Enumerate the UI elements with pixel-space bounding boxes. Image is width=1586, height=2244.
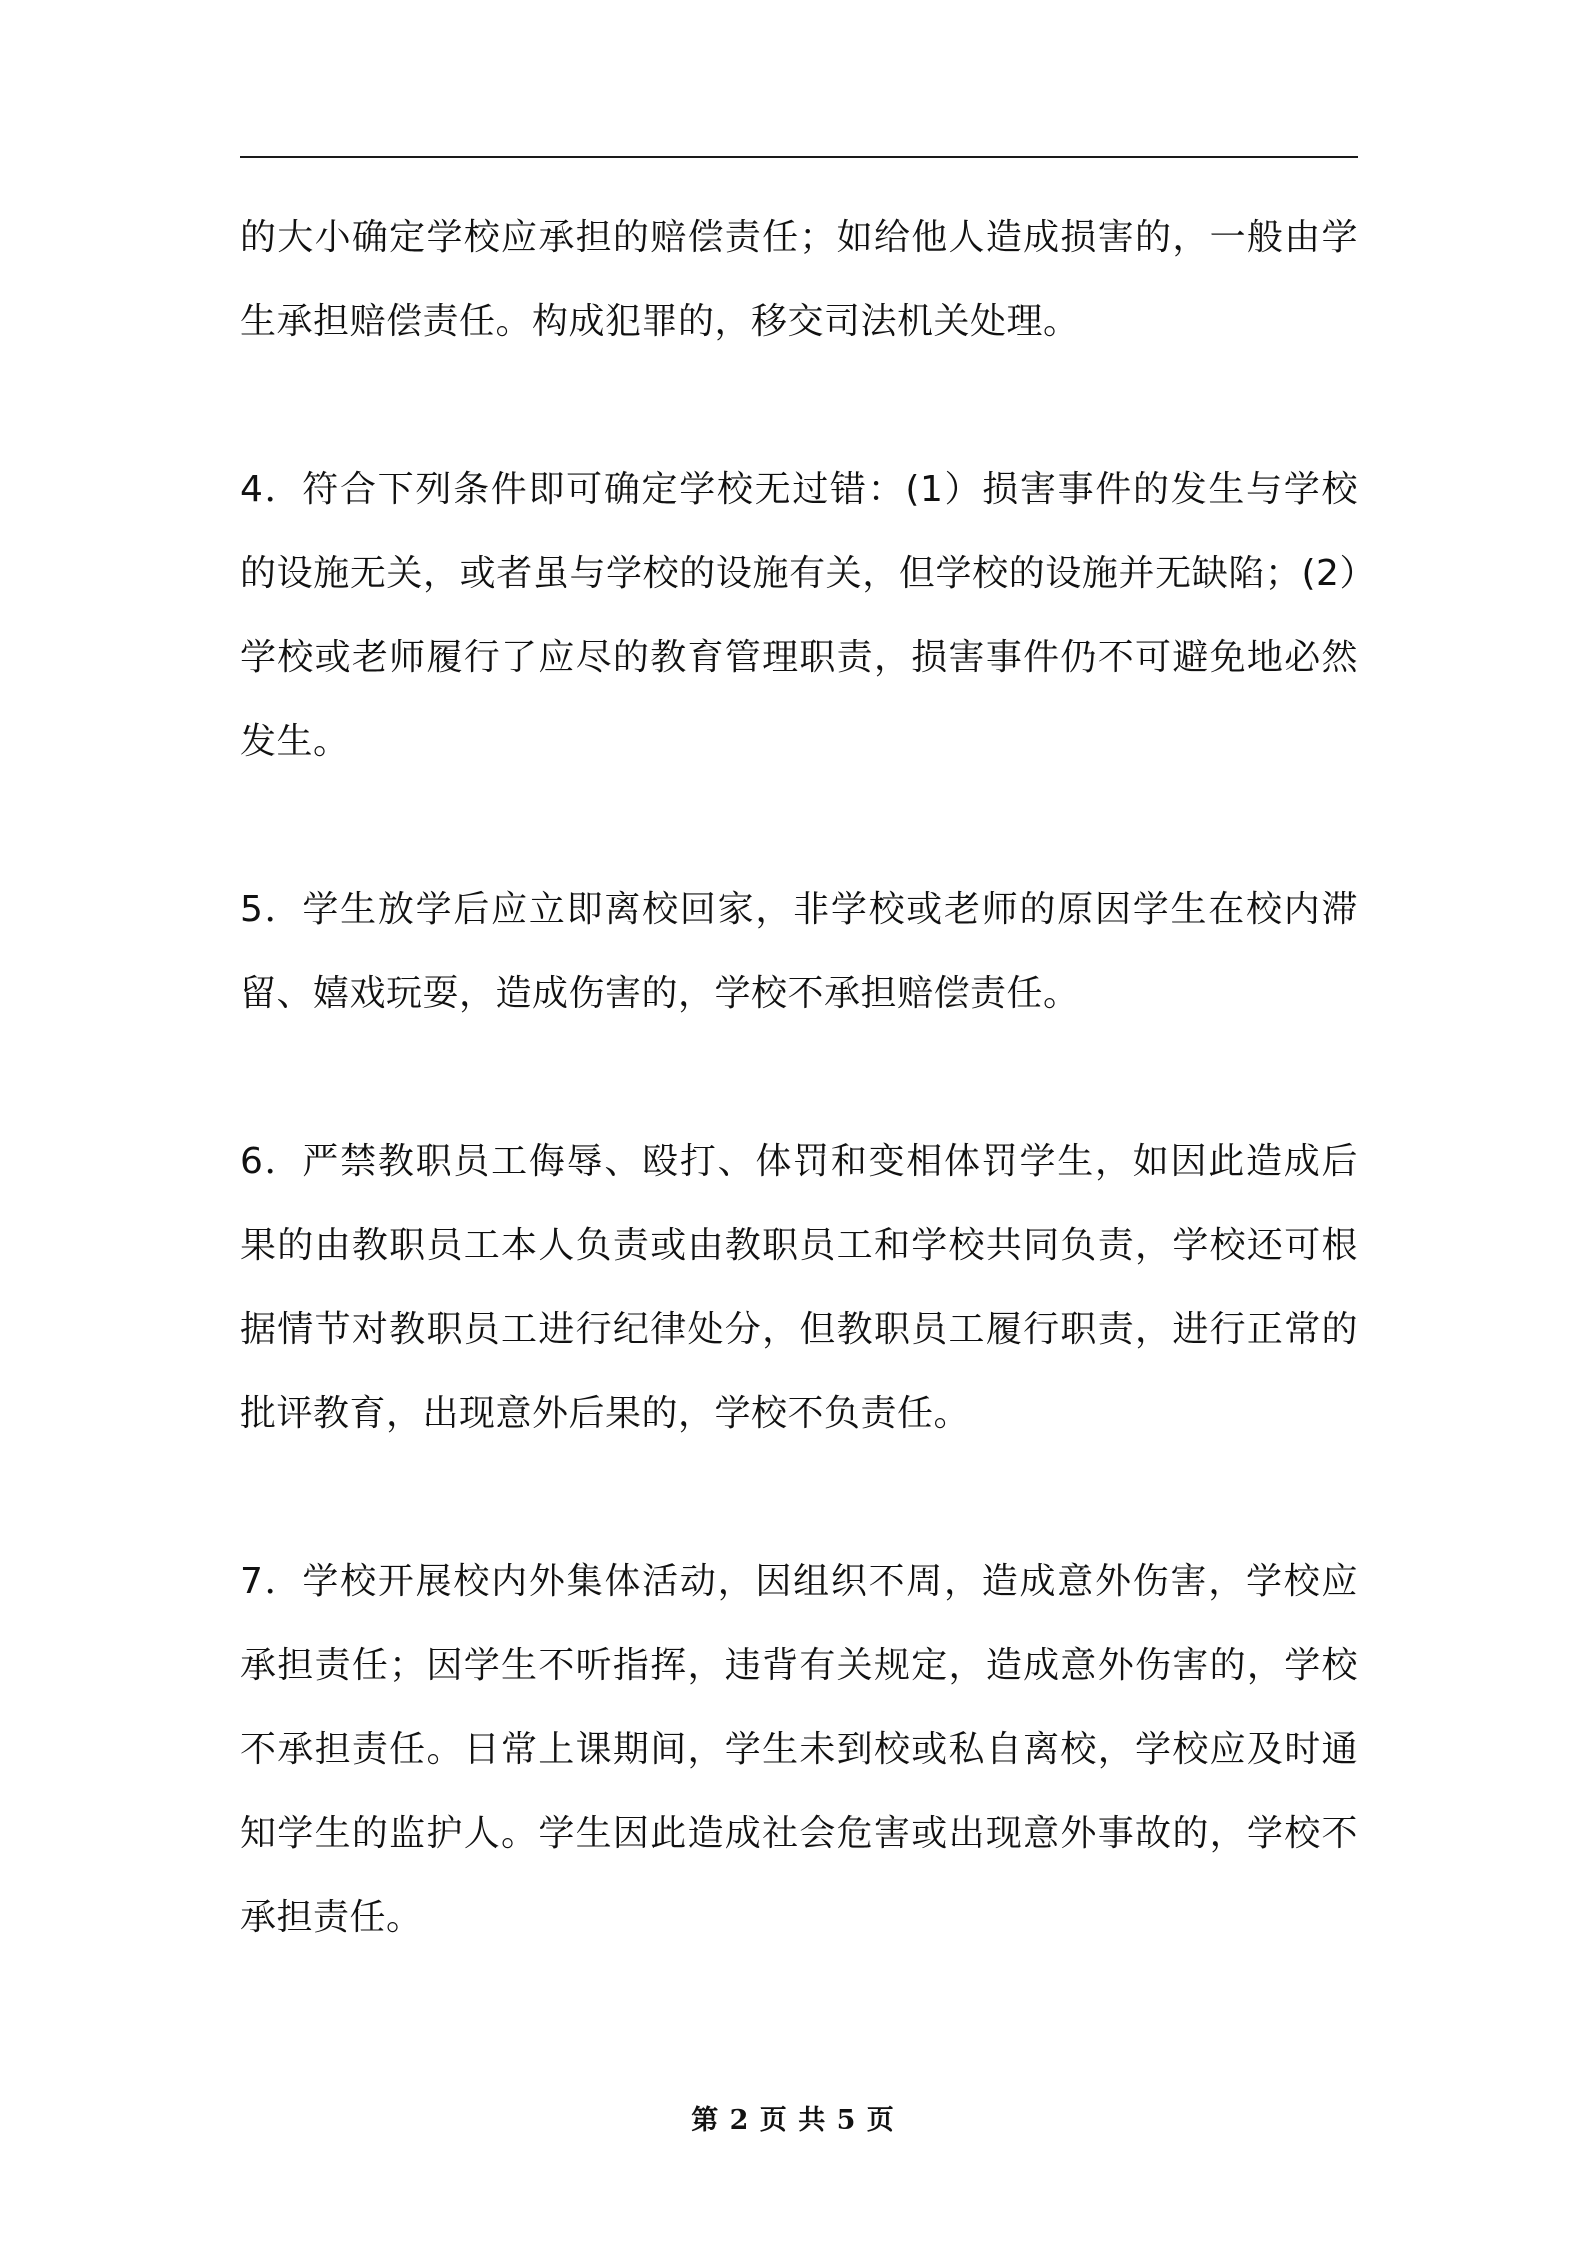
paragraph-item-7: 7．学校开展校内外集体活动，因组织不周，造成意外伤害，学校应承担责任；因学生不听指挥，违背有关规定，造成意外伤害的，学校不承担责任。日常上课期间，学生未到校或私自离校，学校应及时通知学生的监护人。学生因此造成社会危害或出现意外事故的，学校不承担责任。 <box>240 1561 1358 1938</box>
paragraph-continuation: 的大小确定学校应承担的赔偿责任；如给他人造成损害的，一般由学生承担赔偿责任。构成犯罪的，移交司法机关处理。 <box>240 217 1358 342</box>
header-divider <box>240 156 1358 158</box>
document-body <box>240 196 1358 1960</box>
paragraph-item-4: 4．符合下列条件即可确定学校无过错：(1）损害事件的发生与学校的设施无关，或者虽与学校的设施有关，但学校的设施并无缺陷；(2）学校或老师履行了应尽的教育管理职责，损害事件仍不可避免地必然发生。 <box>240 469 1358 762</box>
paragraph-item-5: 5．学生放学后应立即离校回家，非学校或老师的原因学生在校内滞留、嬉戏玩耍，造成伤害的，学校不承担赔偿责任。 <box>240 889 1358 1014</box>
page-number: 第 2 页 共 5 页 <box>691 2105 895 2136</box>
paragraph-item-6: 6．严禁教职员工侮辱、殴打、体罚和变相体罚学生，如因此造成后果的由教职员工本人负责或由教职员工和学校共同负责，学校还可根据情节对教职员工进行纪律处分，但教职员工履行职责，进行正常的批评教育，出现意外后果的，学校不负责任。 <box>240 1141 1358 1434</box>
